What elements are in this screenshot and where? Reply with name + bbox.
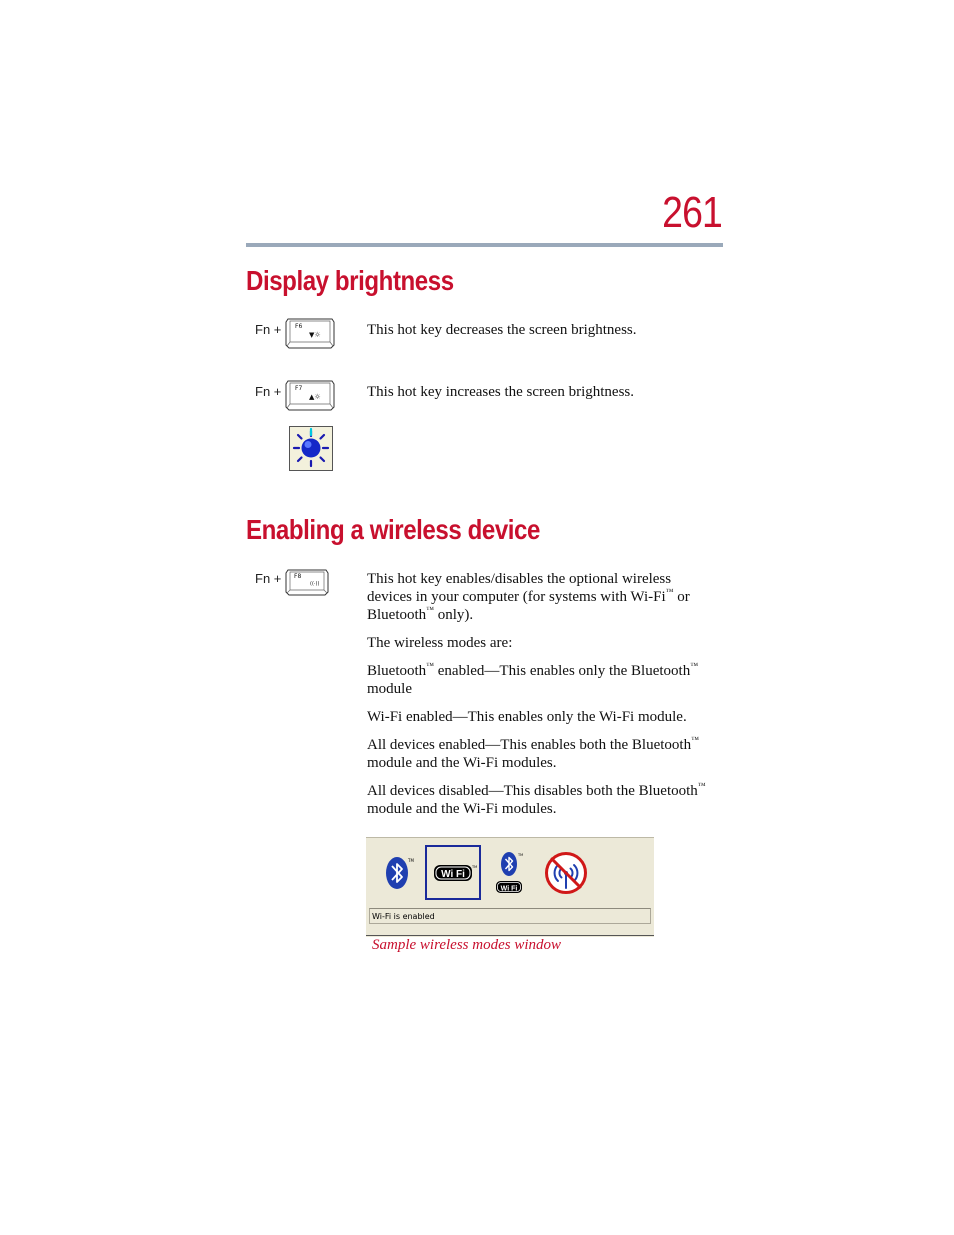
bluetooth-mode-icon[interactable] [383, 855, 413, 891]
svg-text:TM: TM [472, 865, 478, 869]
wifi-label: Wi Fi [441, 869, 465, 880]
status-bar: Wi-Fi is enabled [369, 908, 651, 924]
all-devices-enabled-icon[interactable] [494, 850, 528, 896]
f6-key-icon [285, 318, 335, 349]
figure-caption: Sample wireless modes window [372, 937, 562, 953]
wireless-modes-intro: The wireless modes are: [367, 635, 513, 651]
page-number: 261 [662, 188, 722, 237]
caption-rule [366, 935, 654, 936]
f8-key-icon [285, 569, 329, 596]
all-devices-disabled-icon[interactable] [543, 851, 589, 895]
key-symbol: ((·)) [310, 581, 320, 587]
fn-label: Fn + [255, 322, 282, 337]
svg-text:Wi Fi: Wi Fi [500, 885, 518, 893]
key-symbol: ▼☼ [309, 331, 321, 339]
wifi-mode-icon[interactable] [433, 863, 477, 883]
section-title-enabling-wireless: Enabling a wireless device [246, 514, 540, 545]
mode-bluetooth: Bluetooth™ enabled—This enables only the Bluetooth™ module [367, 661, 699, 697]
wireless-intro: This hot key enables/disables the optional wireless devices in your computer (for systems with Wi-Fi™ or Bluetooth™ only). [367, 571, 690, 623]
wireless-description [367, 570, 712, 818]
mode-wifi: Wi-Fi enabled—This enables only the Wi-Fi module. [367, 709, 687, 725]
mode-all-disabled: All devices disabled—This disables both the Bluetooth™ module and the Wi-Fi modules. [367, 781, 706, 817]
key-caption: F8 [294, 573, 302, 580]
fn-label: Fn + [255, 571, 282, 586]
section-title-display-brightness: Display brightness [246, 265, 454, 296]
key-caption: F7 [295, 385, 303, 392]
fn-label: Fn + [255, 384, 282, 399]
hotkey-f7-description: This hot key increases the screen brightness. [367, 384, 635, 400]
hotkey-f6-description: This hot key decreases the screen brightness. [367, 322, 637, 338]
header-rule [246, 243, 723, 247]
mode-all-enabled: All devices enabled—This enables both the Bluetooth™ module and the Wi-Fi modules. [367, 735, 699, 771]
svg-text:TM: TM [518, 853, 524, 857]
key-caption: F6 [295, 323, 303, 330]
f7-key-icon [285, 380, 335, 411]
svg-text:TM: TM [408, 858, 414, 863]
key-symbol: ▲☼ [309, 393, 321, 401]
brightness-sun-icon [289, 426, 333, 471]
